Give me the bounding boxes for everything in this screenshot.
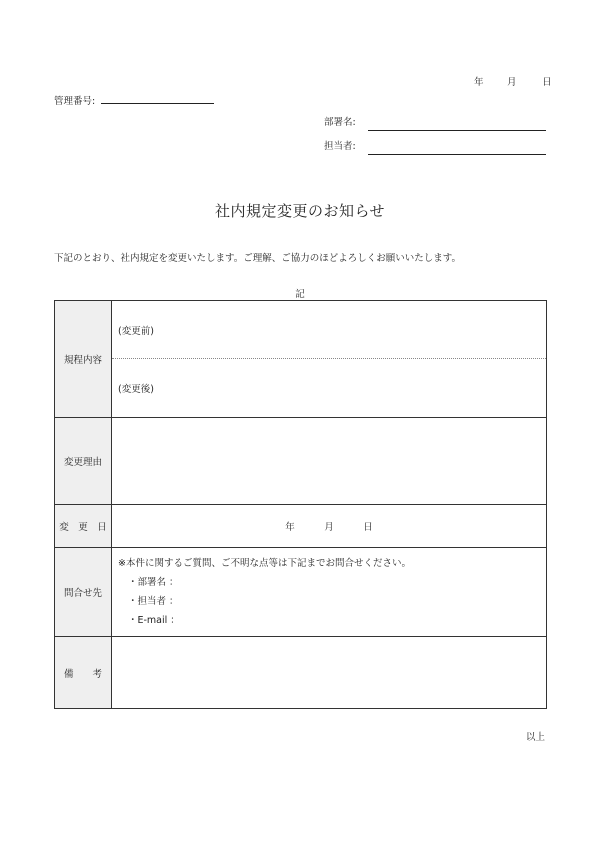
person-field[interactable]: [368, 140, 546, 155]
mgmt-number-field[interactable]: [101, 92, 214, 104]
date-day: 日: [542, 77, 552, 88]
ki-mark: 記: [295, 289, 305, 300]
date-month: 月: [507, 77, 517, 88]
remarks-field[interactable]: [112, 637, 547, 709]
before-change-field[interactable]: [112, 301, 546, 359]
contact-dept: ・部署名 ：: [128, 577, 179, 588]
rules-content-cell: [112, 301, 547, 418]
reason-label: 変更理由: [55, 418, 112, 505]
contact-email: ・E-mail ：: [128, 615, 180, 626]
after-label: (変更後): [118, 384, 154, 395]
reason-row: [55, 418, 547, 505]
contact-row: [55, 548, 547, 637]
rules-label: 規程内容: [55, 301, 112, 418]
change-date-day: 日: [363, 522, 373, 533]
intro-text: 下記のとおり、社内規定を変更いたします。ご理解、ご協力のほどよろしくお願いいたします。: [54, 253, 461, 264]
contact-person: ・担当者 ：: [128, 596, 179, 607]
dept-field[interactable]: [368, 117, 546, 131]
change-date-row: [55, 505, 547, 548]
change-date-year: 年: [285, 522, 295, 533]
remarks-row: [55, 637, 547, 709]
change-form-table: [54, 300, 547, 709]
reason-field[interactable]: [112, 418, 547, 505]
change-date-label: 変 更 日: [55, 505, 112, 548]
date-year: 年: [474, 77, 484, 88]
document-date: [474, 74, 552, 88]
change-date-field[interactable]: [112, 505, 547, 548]
contact-label: 問合せ先: [55, 548, 112, 637]
document-title: 社内規定変更のお知らせ: [214, 202, 386, 220]
dept-label: 部署名:: [324, 117, 356, 128]
before-label: (変更前): [118, 325, 154, 337]
closing-text: 以上: [526, 732, 546, 743]
contact-note: ※本件に関するご質問、ご不明な点等は下記までお問合せください。: [118, 558, 411, 569]
rules-row: [55, 301, 547, 418]
remarks-label: 備 考: [55, 637, 112, 709]
person-label: 担当者:: [324, 141, 356, 152]
after-change-field[interactable]: [112, 359, 546, 417]
change-date-month: 月: [324, 522, 334, 533]
mgmt-number-label: 管理番号:: [54, 96, 96, 107]
contact-cell: [112, 548, 547, 637]
